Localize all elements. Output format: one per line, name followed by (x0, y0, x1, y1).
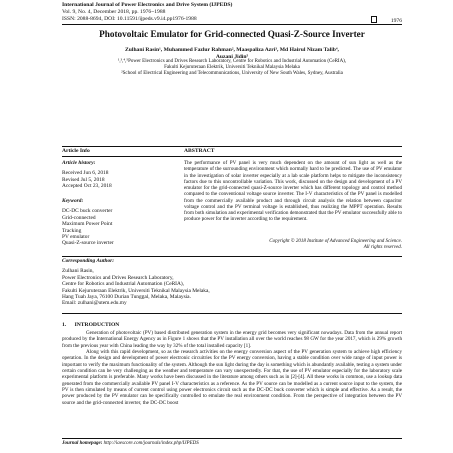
received-date: Received Jun 6, 2018 (62, 170, 109, 177)
intro-paragraph-1: Generation of photovoltaic (PV) based distributed generation system in the energy grid becomes very significant nowadays. Data from the annual report produced by the International Energy Agency as in Figure 1 shows that the PV installation all over the world reaches 98 GW for the year 2017, which is 29% growth from the previous year with China leading the way by 32% of the total installed capacity [1]. (62, 330, 402, 349)
keyword-item: Tracking (62, 227, 82, 234)
homepage-url[interactable]: http://iaescore.com/journals/index.php/IJPEDS (103, 441, 199, 446)
introduction-heading: 1. INTRODUCTION (62, 322, 120, 328)
article-info-heading: Article Info (62, 148, 90, 154)
journal-header (62, 2, 402, 22)
introduction-body (62, 330, 402, 406)
article-history (62, 160, 170, 190)
article-history-label: Article history: (62, 160, 96, 166)
authors-line-1: Zulhani Rasin¹, Muhammed Fazlur Rahman², Maaspaliza Azri³, Md Hairul Nizam Talib⁴, (125, 47, 339, 53)
copyright-line-1: Copyright © 2018 Institute of Advanced Engineering and Science. (269, 239, 402, 244)
affiliation-line-2: Fakulti Kejuruteraan Elektrik, Universiti Teknikal Malaysia Melaka (164, 65, 300, 71)
affiliation-line-3: ²School of Electrical Engineering and Telecommunications, University of New South Wales, Sydney, Australia (121, 71, 343, 77)
intro-paragraph-2: Along with this rapid development, so as the research activities on the energy conversion aspect of the PV generation system to achieve high efficiency operation. In the design and development of power electronic circuitries for the PV energy conversion, having a stable condition over wide range of input power is important to verify the maximum functionality of the system. Although the sun light during the day is something which is abundantly available, testing a system under certain condition can be very challenging as the weather and temperature can vary unexpectedly. For that, the use of PV emulator especially for the laboratory scale experimental platform is preferable. Many works have been discussed in the literature among others such as in [2]-[4]. All these works in common, use a lookup data generated from the commercially available PV panel I-V characteristics as a reference. As the PV source can be modelled as a current source input to the system, the PV is then simulated by means of current control using power electronics circuit such as the DC-DC buck converter which is simple and effective. As a result, the power produced by the PV emulator can be specifically controlled to emulate the real environment condition. From the perspective of integration between the PV source and the grid-connected inverter, the DC-DC boost (62, 349, 402, 406)
corresponding-author-label: Corresponding Author: (62, 258, 115, 264)
header-divider (62, 24, 402, 25)
keyword-item: Grid-connected (62, 214, 96, 221)
info-header-divider (62, 156, 402, 157)
authors-line-2: Auzani Jidin⁵ (215, 53, 249, 60)
corresponding-email: Email: zulhani@utem.edu.my (62, 300, 127, 307)
journal-logo-icon (371, 16, 377, 23)
affiliations (62, 59, 402, 78)
affiliation-line-1: ¹,³,⁴,⁵Power Electronics and Drives Research Laboratory, Centre for Robotics and Industrial Automation (CeRIA), (117, 59, 347, 64)
journal-name: International Journal of Power Electronics and Drive System (IJPEDS) (62, 2, 233, 8)
keyword-item: PV emulator (62, 234, 90, 241)
corresponding-top-divider (62, 256, 402, 257)
journal-footer (62, 441, 402, 446)
accepted-date: Accepted Oct 23, 2018 (62, 183, 112, 190)
keyword-item: Maximum Power Point (62, 221, 113, 228)
footer-divider (62, 438, 402, 439)
abstract-text: The performance of PV panel is very much dependent on the amount of sun light as well as the temperature of the surrounding environment which normally hard to be predicted. The use of PV emulator in the investigation of solar inverter especially at a lab scale platform helps to mitigate the inconsistency factors due to this uncontrollable variation. This work, discussed on the design and development of a PV emulator for the grid-connected quasi-Z-source inverter which has different topology and control method compared to the conventional voltage source inverter. The I-V characteristics of the PV panel is modelled from the commercially available product and through circuit analysis the relation between capacitor voltage control and the PV terminal voltage is established, thus realizing the MPPT operation. Results from both simulation and experimental verification demonstrated that the PV emulator successfully able to produce power for the inverter according to the requirement. (184, 160, 402, 223)
corresponding-line: Power Electronics and Drives Research Laboratory, (62, 274, 174, 281)
revised-date: Revised Jul 5, 2018 (62, 176, 105, 183)
copyright-line-2: All rights reserved. (363, 245, 402, 250)
journal-issn: ISSN: 2088-8694, DOI: 10.11591/ijpeds.v9.i4.pp1976-1988 (62, 15, 197, 22)
keyword-item: DC-DC buck converter (62, 208, 113, 215)
corresponding-bottom-divider (62, 313, 402, 314)
keyword-item: Quasi-Z-source inverter (62, 240, 114, 247)
keywords-block (62, 198, 170, 247)
corresponding-author-block (62, 258, 362, 307)
homepage-label: Journal homepage: (62, 441, 103, 446)
keywords-label: Keyword: (62, 198, 84, 204)
copyright-notice (184, 239, 402, 251)
corresponding-line: Centre for Robotics and Industrial Automation (CeRIA), (62, 281, 185, 288)
corresponding-line: Fakulti Kejuruteraan Elektrik, Universiti Teknikal Malaysia Melaka, (62, 287, 210, 294)
info-top-divider (62, 146, 402, 147)
corresponding-line: Zulhani Rasin, (62, 268, 94, 275)
page-number: 1976 (390, 17, 402, 24)
corresponding-line: Hang Tuah Jaya, 76100 Durian Tunggal, Melaka, Malaysia. (62, 294, 191, 301)
paper-title: Photovoltaic Emulator for Grid-connected Quasi-Z-Source Inverter (99, 29, 365, 39)
journal-volume: Vol. 9, No. 4, December 2018, pp. 1976~1988 (62, 8, 166, 15)
abstract-heading: ABSTRACT (184, 148, 215, 154)
